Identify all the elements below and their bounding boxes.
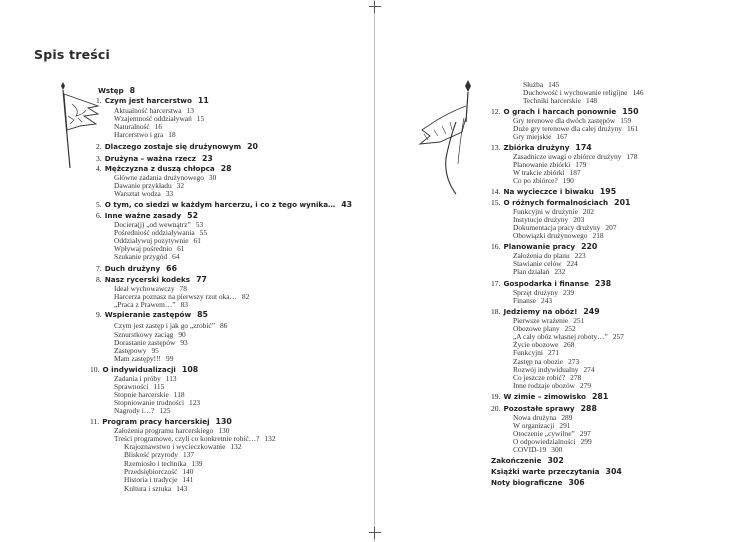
toc-page-number: 130 [215,417,232,426]
toc-subsection-entry [114,130,176,139]
toc-entry-label: Nagrody i…? [114,406,155,415]
toc-page-number: 140 [182,467,194,476]
toc-entry-label: Sprzęt drużyny [513,288,558,297]
toc-entry-label: W trakcie zbiórki [513,168,565,177]
toc-entry-label: Inne ważne zasady [104,211,182,220]
toc-page-number: 300 [551,445,563,454]
toc-entry-label: Obozowe plany [513,324,560,333]
toc-entry-label: Zakończenie [491,456,542,465]
toc-entry-label: Zasadnicze uwagi o zbiórce drużyny [513,152,622,161]
toc-page-number: 123 [189,398,201,407]
toc-subsection-entry [114,354,173,363]
toc-entry-label: Czym jest harcerstwo [104,96,192,105]
toc-chapter-entry [491,279,611,288]
toc-page-number: 187 [569,168,581,177]
toc-entry-label: Pozostałe sprawy [503,404,575,413]
toc-chapter-entry [491,404,597,413]
toc-page-number: 132 [230,442,242,451]
toc-chapter-entry [491,307,600,316]
toc-page-number: 43 [341,200,353,209]
toc-subsection-entry [114,189,173,198]
toc-entry-label: Zastęp na obozie [513,357,564,366]
toc-entry-label: Planowanie pracy [503,242,576,251]
toc-chapter-number: 4. [96,164,102,173]
toc-page-number: 268 [563,340,575,349]
toc-page-number: 279 [579,381,592,390]
toc-page-number: 55 [199,228,208,237]
toc-entry-label: Stawianie celów [513,259,562,268]
toc-entry-label: O tym, co siedzi w każdym harcerzu, i co z tego wynika… [104,200,336,209]
toc-page-number: 220 [581,242,598,251]
toc-entry-label: Dlaczego zostaje się drużynowym [104,142,242,151]
toc-entry-label: Harcerstwo i gra [114,130,164,139]
toc-page-number: 86 [219,321,228,330]
toc-page-number: 207 [605,223,617,232]
toc-entry-label: Ideał wychowawczy [114,284,175,293]
toc-subsection-entry [513,445,562,454]
toc-page-number: 130 [218,426,230,435]
toc-chapter-entry [96,211,198,220]
toc-chapter-entry [96,264,177,273]
toc-page-number: 218 [592,231,604,240]
toc-page-number: 273 [568,357,580,366]
toc-entry-label: Dociera(j) „od wewnątrz” [114,220,191,229]
toc-chapter-entry [491,242,597,251]
toc-page-number: 281 [591,392,609,401]
toc-entry-label: Dokumentacja pracy drużyny [513,223,601,232]
toc-page-number: 195 [599,187,617,196]
toc-subsection-entry [513,348,559,357]
toc-entry-label: Gry terenowe dla dwóch zastępów [513,116,616,125]
toc-subsection-entry [114,300,188,309]
toc-page-number: 118 [173,390,185,399]
toc-page-number: 33 [165,189,174,198]
toc-entry-label: Wspieranie zastępów [104,310,192,319]
toc-entry-label: Rzemiosło i technika [124,459,187,468]
toc-chapter-number: 7. [96,264,102,273]
toc-chapter-entry [491,456,564,465]
toc-page-number: 61 [177,244,185,253]
toc-entry-label: Mam zastępy!!! [114,354,161,363]
toc-page-number: 179 [575,160,587,169]
toc-entry-label: O różnych formalnościach [503,198,609,207]
toc-subsection-entry [523,96,597,105]
toc-chapter-entry [491,107,639,116]
toc-page-number: 11 [197,96,209,105]
toc-page-number: 143 [176,484,188,493]
toc-page-number: 66 [166,264,178,273]
toc-entry-label: O indywidualizacji [102,365,176,374]
toc-subsection-entry [124,450,194,459]
toc-chapter-entry [491,392,608,401]
toc-entry-label: Jedziemy na obóz! [503,307,578,316]
toc-page-number: 278 [570,373,582,382]
toc-entry-label: Duchowość i wychowanie religijne [523,88,628,97]
toc-entry-label: Dorastanie zastępów [114,338,176,347]
toc-chapter-number: 2. [96,142,102,151]
toc-page-number: 161 [626,124,639,133]
toc-page-number: 15 [196,114,205,123]
toc-page-number: 32 [176,181,185,190]
toc-entry-label: Sprawności [114,382,149,391]
toc-page-number: 302 [547,456,564,465]
toc-page-number: 297 [579,429,591,438]
toc-subsection-entry [114,321,227,330]
toc-page-number: 238 [594,279,612,288]
toc-page-number: 90 [178,330,186,339]
toc-entry-label: Obowiązki drużynowego [513,231,588,240]
toc-page-number: 61 [193,236,201,245]
toc-entry-label: Instytucje drużyny [513,215,569,224]
toc-page-number: 83 [180,300,188,309]
toc-page-number: 125 [159,406,171,415]
toc-page-number: 132 [264,434,276,443]
toc-entry-label: Stopnie harcerskie [114,390,169,399]
toc-entry-label: Funkcyjni [513,348,543,357]
toc-page-number: 23 [201,154,213,163]
toc-page-number: 53 [195,220,204,229]
toc-page-number: 239 [562,288,575,297]
toc-entry-label: Drużyna – ważna rzecz [104,154,196,163]
toc-page-number: 291 [559,421,571,430]
toc-chapter-entry [96,275,207,284]
toc-page-number: 289 [561,413,573,422]
toc-right-page [375,0,750,542]
toc-entry-label: Aktualność harcerstwa [114,106,182,115]
toc-entry-label: Program pracy harcerskiej [102,417,210,426]
toc-entry-label: W zimie – zimowisko [503,392,586,401]
toc-chapter-entry [491,143,592,152]
toc-entry-label: W organizacji [513,421,555,430]
toc-chapter-number: 5. [96,200,102,209]
toc-entry-label: Wpływaj pośrednio [114,244,173,253]
toc-page-number: 190 [562,176,574,185]
toc-entry-label: Krajoznawstwo i wycieczkowanie [124,442,226,451]
toc-page-number: 28 [220,164,232,173]
toc-chapter-number: 12. [491,107,501,116]
toc-entry-label: Pierwsze wrażenie [513,316,569,325]
toc-entry-label: Techniki harcerskie [523,96,581,105]
toc-chapter-number: 14. [491,187,501,196]
toc-entry-label: Rozwój indywidualny [513,365,579,374]
toc-chapter-number: 15. [491,198,501,207]
toc-entry-label: Książki warte przeczytania [491,467,600,476]
toc-page-number: 306 [568,478,585,487]
toc-page-number: 271 [547,348,560,357]
toc-page-number: 252 [564,324,576,333]
toc-chapter-number: 19. [491,392,501,401]
toc-page-number: 243 [541,296,553,305]
toc-page-number: 251 [573,316,585,325]
toc-entry-label: Wstęp [98,86,124,95]
toc-entry-label: Wzajemność oddziaływań [114,114,192,123]
toc-entry-label: Na wycieczce i biwaku [503,187,594,196]
toc-chapter-entry [98,86,135,95]
toc-page-number: 20 [247,142,258,151]
toc-entry-label: Szukanie przygód [114,252,168,261]
toc-page-number: 146 [632,88,644,97]
toc-page-number: 16 [154,122,163,131]
toc-chapter-number: 11. [90,417,100,426]
toc-entry-label: Zbiórka drużyny [503,143,570,152]
toc-subsection-entry [513,296,552,305]
toc-page-number: 141 [182,475,194,484]
toc-entry-label: Założenia do planu [513,251,570,260]
toc-entry-label: „A cały obóz własnej roboty…” [513,332,608,341]
toc-entry-label: Czym jest zastęp i jak go „zrobić” [114,321,215,330]
toc-chapter-number: 16. [491,242,501,251]
toc-entry-label: Duże gry terenowe dla całej drużyny [513,124,622,133]
toc-entry-label: Sznurstkowy zaciąg [114,330,174,339]
toc-entry-label: Dawanie przykładu [114,181,172,190]
toc-entry-label: Gospodarka i finanse [503,279,589,288]
toc-entry-label: Noty biograficzne [491,478,563,487]
toc-entry-label: „Praca z Prawem…” [114,300,176,309]
toc-entry-label: Harcerza poznasz na pierwszy rzut oka… [114,292,237,301]
page-title: Spis treści [34,47,110,62]
toc-chapter-entry [96,96,209,105]
toc-page-number: 232 [554,267,566,276]
toc-chapter-entry [96,200,352,209]
toc-entry-label: Stopniowanie trudności [114,398,184,407]
toc-page-number: 108 [181,365,199,374]
toc-chapter-number: 18. [491,307,501,316]
toc-entry-label: Nasz rycerski kodeks [104,275,191,284]
toc-page-number: 85 [197,310,208,319]
toc-subsection-entry [114,252,180,261]
toc-chapter-entry [96,310,208,319]
toc-subsection-entry [124,484,187,493]
toc-chapter-entry [491,467,622,476]
toc-page-number: 52 [187,211,199,220]
toc-page-number: 78 [179,284,187,293]
toc-entry-label: Pośredniość oddziaływania [114,228,195,237]
toc-page-number: 93 [180,338,188,347]
toc-chapter-entry [491,187,616,196]
toc-entry-label: Nowa drużyna [513,413,557,422]
toc-page-number: 249 [583,307,600,316]
toc-entry-label: Historia i tradycje [124,475,178,484]
toc-page-number: 139 [191,459,203,468]
toc-entry-label: Zadania i próby [114,374,161,383]
toc-page-number: 82 [241,292,250,301]
toc-entry-label: Główne zadania drużynowego [114,173,204,182]
toc-entry-label: Duch drużyny [104,264,161,273]
toc-entry-label: Służba [523,80,544,89]
toc-page-number: 13 [186,106,194,115]
toc-page-number: 18 [168,130,176,139]
toc-chapter-number: 8. [96,275,102,284]
toc-subsection-entry [114,406,171,415]
toc-page-number: 203 [573,215,585,224]
toc-chapter-entry [96,154,213,163]
toc-page-number: 159 [620,116,632,125]
toc-entry-label: Inne rodzaje obozów [513,381,575,390]
toc-entry-label: Treści programowe, czyli co konkretnie robić…? [114,434,260,443]
toc-chapter-entry [96,142,258,151]
toc-page-number: 274 [583,365,595,374]
toc-chapter-number: 9. [96,310,102,319]
toc-subsection-entry [124,475,193,484]
toc-chapter-number: 1. [96,96,102,105]
toc-chapter-entry [491,478,585,487]
toc-entry-label: Otoczenie „cywilne” [513,429,575,438]
toc-page-number: 99 [166,354,174,363]
toc-page-number: 257 [612,332,624,341]
toc-chapter-entry [90,365,198,374]
toc-chapter-entry [96,164,232,173]
toc-chapter-number: 6. [96,211,102,220]
toc-subsection-entry [513,381,591,390]
toc-entry-label: Plan działań [513,267,550,276]
toc-page-number: 288 [580,404,597,413]
toc-page-number: 224 [566,259,578,268]
toc-subsection-entry [513,231,604,240]
toc-entry-label: Finanse [513,296,536,305]
toc-page-number: 223 [574,251,586,260]
toc-page-number: 304 [605,467,622,476]
toc-page-number: 150 [622,107,639,116]
toc-page-number: 77 [196,275,207,284]
toc-chapter-number: 17. [491,279,501,288]
toc-entry-label: Założenia programu harcerskiego [114,426,214,435]
toc-entry-label: O grach i harcach ponownie [503,107,617,116]
toc-chapter-number: 3. [96,154,102,163]
toc-entry-label: Co po zbiórce? [513,176,558,185]
toc-page-number: 167 [556,132,568,141]
toc-entry-label: Co jeszcze robić? [513,373,566,382]
toc-entry-label: Bliskość przyrody [124,450,178,459]
toc-page-number: 95 [151,346,159,355]
toc-page-number: 202 [582,207,594,216]
toc-entry-label: COVID-19 [513,445,547,454]
toc-page-number: 113 [165,374,177,383]
toc-chapter-entry [90,417,232,426]
toc-entry-label: Funkcyjni w drużynie [513,207,578,216]
toc-chapter-number: 20. [491,404,501,413]
toc-page-number: 8 [129,86,136,95]
toc-chapter-number: 13. [491,143,501,152]
toc-entry-label: Naturalność [114,122,150,131]
toc-page-number: 137 [183,450,195,459]
toc-entry-label: Mężczyzna z duszą chłopca [104,164,215,173]
toc-subsection-entry [513,176,574,185]
toc-page-number: 64 [172,252,180,261]
toc-page-number: 148 [585,96,598,105]
toc-entry-label: Planowanie zbiórki [513,160,571,169]
toc-page-number: 178 [626,152,638,161]
toc-entry-label: Gry miejskie [513,132,552,141]
toc-page-number: 201 [614,198,631,207]
toc-entry-label: Przedsiębiorczość [124,467,178,476]
toc-entry-label: Kultura i sztuka [124,484,172,493]
toc-chapter-entry [491,198,630,207]
toc-subsection-entry [513,132,567,141]
toc-entry-label: Warsztat wodza [114,189,161,198]
toc-page-number: 299 [580,437,592,446]
toc-page-number: 115 [153,382,165,391]
toc-entry-label: Zastępowy [114,346,147,355]
toc-entry-label: O odpowiedzialności [513,437,576,446]
toc-page-number: 30 [208,173,217,182]
toc-page-number: 174 [575,143,592,152]
toc-entry-label: Oddziaływuj pozytywnie [114,236,189,245]
toc-entry-label: Życie obozowe [513,340,559,349]
toc-chapter-number: 10. [90,365,100,374]
toc-subsection-entry [513,267,565,276]
toc-page-number: 145 [548,80,560,89]
